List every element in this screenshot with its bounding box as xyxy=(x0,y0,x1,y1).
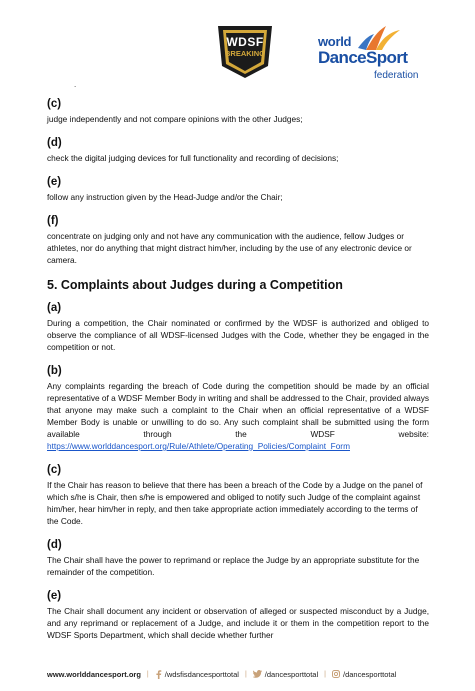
section-text: follow any instruction given by the Head-Judge and/or the Chair; xyxy=(47,192,283,202)
stray-mark: . xyxy=(74,80,77,89)
footer-separator: | xyxy=(146,670,149,678)
facebook-handle: /wdsfisdancesporttotal xyxy=(164,669,239,679)
section-label: (c) xyxy=(47,98,62,110)
wdsf-logo-text: WDSF xyxy=(226,35,264,49)
complaint-section-e xyxy=(47,590,429,641)
section-label: (b) xyxy=(47,365,62,377)
page-header xyxy=(0,0,475,90)
duties-section-e xyxy=(47,176,429,203)
page-footer xyxy=(47,667,432,681)
duties-section-d xyxy=(47,137,429,164)
section-text: During a competition, the Chair nominated or confirmed by the WDSF is authorized and obliged to observe the compliance of all WDSF-licensed Judges with the Code, whether they be engaged in the competition or not. xyxy=(47,318,429,352)
section-text: concentrate on judging only and not have any communication with the audience, fellow Judges or athletes, nor do anything that might distract him/her, including by the use of any electronic device or camera. xyxy=(47,231,412,265)
section-text: The Chair shall document any incident or observation of alleged or suspected misconduct by a Judge, and any reprimand or replacement of a Judge, and include it or them in the competition report to the WDSF Sports Department, which shall decide whether further xyxy=(47,606,429,640)
section-text: The Chair shall have the power to reprimand or replace the Judge by an appropriate substitute for the remainder of the competition. xyxy=(47,555,420,577)
instagram-icon xyxy=(332,670,340,678)
section-label: (f) xyxy=(47,215,59,227)
breaking-logo-text: BREAKING xyxy=(224,49,265,58)
section-text: Any complaints regarding the breach of Code during the competition should be made by an official representative of a WDSF Member Body in writing and shall be addressed to the Chair, provided always that anyone may make such a complaint to the Chair when an official representative of a WDSF Member Body is unable or unwilling to do so. Any such complaint shall be submitted using the form available through the WDSF website: xyxy=(47,381,429,439)
instagram-handle: /dancesporttotal xyxy=(342,669,397,679)
complaint-form-link[interactable]: https://www.worlddancesport.org/Rule/Athlete/Operating_Policies/Complaint_Form xyxy=(47,441,350,451)
section-text: check the digital judging devices for full functionality and recording of decisions; xyxy=(47,153,339,163)
wds-dancesport-text: DanceSport xyxy=(318,48,408,67)
website-link[interactable]: www.worlddancesport.org xyxy=(47,669,141,679)
duties-section-f xyxy=(47,215,429,266)
complaint-section-a xyxy=(47,302,429,353)
section-heading: 5. Complaints about Judges during a Competition xyxy=(47,278,343,292)
duties-section-c xyxy=(47,98,429,125)
section-label: (e) xyxy=(47,176,62,188)
section-label: (d) xyxy=(47,137,62,149)
wds-world-text: world xyxy=(318,34,352,49)
footer-separator: | xyxy=(324,670,326,678)
facebook-icon xyxy=(155,670,162,679)
complaint-section-d xyxy=(47,539,429,578)
facebook-link[interactable] xyxy=(155,670,239,679)
twitter-handle: /dancesporttotal xyxy=(264,669,319,679)
footer-separator: | xyxy=(244,670,247,678)
section-label: (e) xyxy=(47,590,62,602)
world-dancesport-federation-logo xyxy=(318,22,438,82)
instagram-link[interactable] xyxy=(332,670,396,679)
section-label: (d) xyxy=(47,539,62,551)
section-text: If the Chair has reason to believe that there has been a breach of the Code by a Judge on the panel of which s/he is Chair, then s/he is empowered and obliged to notify such Judge of the complaint against him/her, hear him/her in reply, and then take appropriate action immediately according to the terms of the Code. xyxy=(47,480,423,526)
section-text: judge independently and not compare opinions with the other Judges; xyxy=(47,114,303,124)
complaint-section-b xyxy=(47,365,429,452)
section-text-with-link xyxy=(47,380,429,452)
complaint-section-c xyxy=(47,464,429,527)
twitter-icon xyxy=(253,670,262,678)
twitter-link[interactable] xyxy=(253,670,318,679)
document-body xyxy=(47,98,429,653)
wdsf-breaking-logo xyxy=(210,20,280,80)
wds-federation-text: federation xyxy=(374,70,419,81)
section-label: (c) xyxy=(47,464,62,476)
section-label: (a) xyxy=(47,302,62,314)
